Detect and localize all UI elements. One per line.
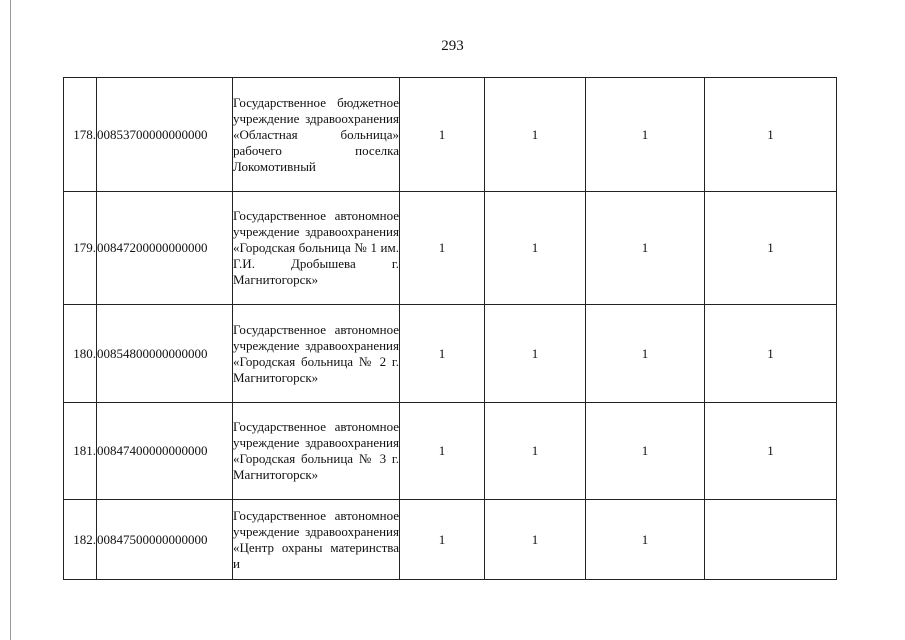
org-name	[233, 192, 400, 305]
value-cell-1: 1	[400, 192, 485, 305]
org-name-text: Государственное бюджетное учреждение здравоохранения «Областная больница» рабочего поселка Локомотивный	[233, 94, 399, 174]
value-cell-4: 1	[705, 305, 837, 403]
value-cell-3: 1	[586, 305, 705, 403]
org-name	[233, 305, 400, 403]
value-cell-3: 1	[586, 192, 705, 305]
table-row	[64, 403, 837, 500]
value-cell-4	[705, 500, 837, 580]
org-name	[233, 403, 400, 500]
value-cell-3: 1	[586, 500, 705, 580]
org-name-text: Государственное автономное учреждение здравоохранения «Городская больница № 1 им. Г.И. Дробышева г. Магнитогорск»	[233, 208, 399, 287]
row-number: 181.	[64, 403, 97, 500]
value-cell-1: 1	[400, 78, 485, 192]
row-number: 180.	[64, 305, 97, 403]
value-cell-2: 1	[485, 78, 586, 192]
org-code: 00847400000000000	[97, 403, 233, 500]
value-cell-1: 1	[400, 500, 485, 580]
value-cell-4: 1	[705, 403, 837, 500]
table-row	[64, 305, 837, 403]
org-code: 00854800000000000	[97, 305, 233, 403]
scan-edge-line	[10, 0, 11, 640]
value-cell-2: 1	[485, 305, 586, 403]
value-cell-2: 1	[485, 500, 586, 580]
org-name-text: Государственное автономное учреждение здравоохранения «Городская больница № 3 г. Магнитогорск»	[233, 419, 399, 482]
table-row	[64, 78, 837, 192]
value-cell-1: 1	[400, 305, 485, 403]
value-cell-1: 1	[400, 403, 485, 500]
value-cell-4: 1	[705, 192, 837, 305]
org-name-text: Государственное автономное учреждение здравоохранения «Центр охраны материнства и	[233, 507, 399, 571]
org-name-text: Государственное автономное учреждение здравоохранения «Городская больница № 2 г. Магнитогорск»	[233, 321, 399, 385]
value-cell-2: 1	[485, 403, 586, 500]
org-name	[233, 78, 400, 192]
row-number: 178.	[64, 78, 97, 192]
org-code: 00847500000000000	[97, 500, 233, 580]
org-code: 00847200000000000	[97, 192, 233, 305]
org-code: 00853700000000000	[97, 78, 233, 192]
org-name	[233, 500, 400, 580]
row-number: 182.	[64, 500, 97, 580]
page-number: 293	[441, 38, 464, 54]
table-row	[64, 500, 837, 580]
table-row	[64, 192, 837, 305]
value-cell-3: 1	[586, 78, 705, 192]
row-number: 179.	[64, 192, 97, 305]
value-cell-2: 1	[485, 192, 586, 305]
value-cell-3: 1	[586, 403, 705, 500]
registry-table	[63, 77, 837, 580]
value-cell-4: 1	[705, 78, 837, 192]
